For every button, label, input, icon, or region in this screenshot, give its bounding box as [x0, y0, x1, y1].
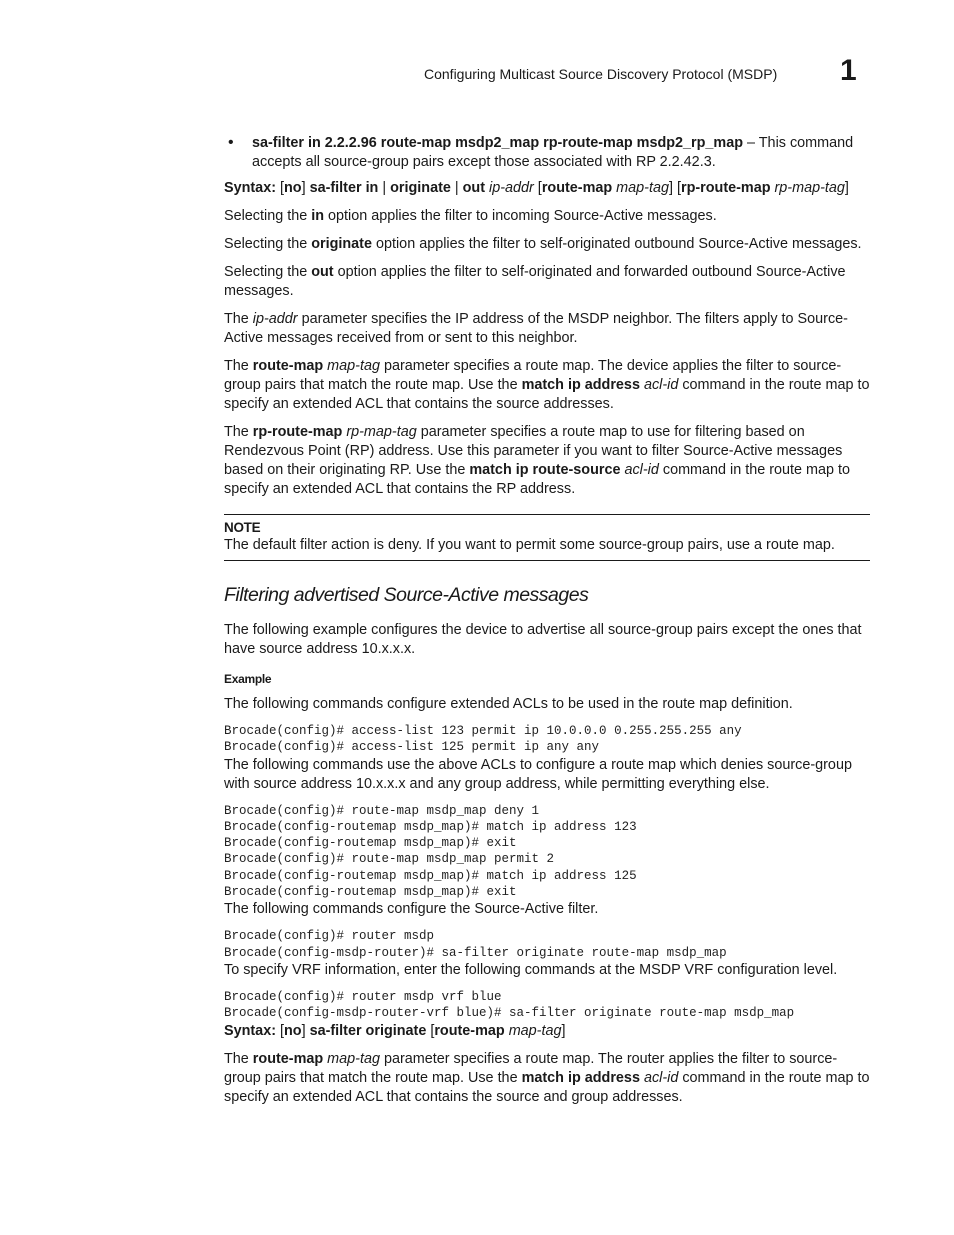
- paragraph-ip-addr: The ip-addr parameter specifies the IP address of the MSDP neighbor. The filters apply to Source-Active messages received from or sent to this neighbor.: [224, 311, 848, 346]
- code-block-sa-filter: Brocade(config)# router msdp Brocade(config-msdp-router)# sa-filter originate route-map msdp_map: [224, 929, 727, 960]
- paragraph-originate-option: Selecting the originate option applies the filter to self-originated outbound Source-Active messages.: [224, 236, 862, 252]
- code-block-acl: Brocade(config)# access-list 123 permit ip 10.0.0.0 0.255.255.255 any Brocade(config)# access-list 125 permit ip any any: [224, 724, 742, 755]
- paragraph-final-route-map: The route-map map-tag parameter specifies a route map. The router applies the filter to source-group pairs that match the route map. Use the match ip address acl-id command in the route map to specify an extended ACL that contains the source and group addresses.: [224, 1050, 870, 1105]
- section-intro: The following example configures the device to advertise all source-group pairs except the ones that have source address 10.x.x.x.: [224, 622, 862, 657]
- paragraph-rp-route-map: The rp-route-map rp-map-tag parameter specifies a route map to use for filtering based on Rendezvous Point (RP) address. Use this parameter if you want to filter Source-Active messages based on their originating RP. Use the match ip route-source acl-id command in the route map to specify an extended ACL that contains the RP address.: [224, 424, 851, 497]
- note-text: The default filter action is deny. If you want to permit some source-group pairs, use a route map.: [224, 537, 835, 553]
- chapter-number: 1: [840, 54, 857, 87]
- command-text: sa-filter in 2.2.2.96 route-map msdp2_map rp-route-map msdp2_rp_map – This command accepts all source-group pairs except those associated with RP 2.2.42.3.: [252, 135, 854, 170]
- paragraph-acl-intro: The following commands configure extended ACLs to be used in the route map definition.: [224, 696, 793, 712]
- chapter-title: Configuring Multicast Source Discovery Protocol (MSDP): [424, 66, 778, 82]
- paragraph-out-option: Selecting the out option applies the filter to self-originated and forwarded outbound Source-Active messages.: [224, 264, 846, 299]
- paragraph-route-map-intro: The following commands use the above ACLs to configure a route map which denies source-group with source address 10.x.x.x and any group address, while permitting everything else.: [224, 756, 852, 792]
- paragraph-vrf-intro: To specify VRF information, enter the following commands at the MSDP VRF configuration level.: [224, 961, 838, 978]
- paragraph-sa-filter-intro: The following commands configure the Source-Active filter.: [224, 901, 599, 918]
- example-label: Example: [224, 672, 272, 686]
- note-title: NOTE: [224, 520, 261, 535]
- bullet-icon: •: [228, 134, 234, 151]
- code-block-route-map: Brocade(config)# route-map msdp_map deny 1 Brocade(config-routemap msdp_map)# match ip address 123 Brocade(config-routemap msdp_map)# exit Brocade(config)# route-map msdp_map permit 2 Brocade(config-routemap msdp_map)# match ip address 125 Brocade(config-routemap msdp_map)# exit: [224, 803, 637, 900]
- code-block-vrf: Brocade(config)# router msdp vrf blue Brocade(config-msdp-router-vrf blue)# sa-filter originate route-map msdp_map: [224, 989, 795, 1021]
- section-heading: Filtering advertised Source-Active messages: [224, 584, 589, 606]
- page-content: [224, 134, 870, 1107]
- paragraph-route-map: The route-map map-tag parameter specifies a route map. The device applies the filter to source-group pairs that match the route map. Use the match ip address acl-id command in the route map to specify an extended ACL that contains the source addresses.: [224, 358, 870, 412]
- syntax-line: Syntax: [no] sa-filter in | originate | out ip-addr [route-map map-tag] [rp-route-map rp-map-tag]: [224, 180, 849, 196]
- note-box: [224, 514, 870, 561]
- bullet-item: [224, 134, 870, 172]
- paragraph-in-option: Selecting the in option applies the filter to incoming Source-Active messages.: [224, 208, 717, 224]
- syntax-line-originate: Syntax: [no] sa-filter originate [route-map map-tag]: [224, 1022, 566, 1039]
